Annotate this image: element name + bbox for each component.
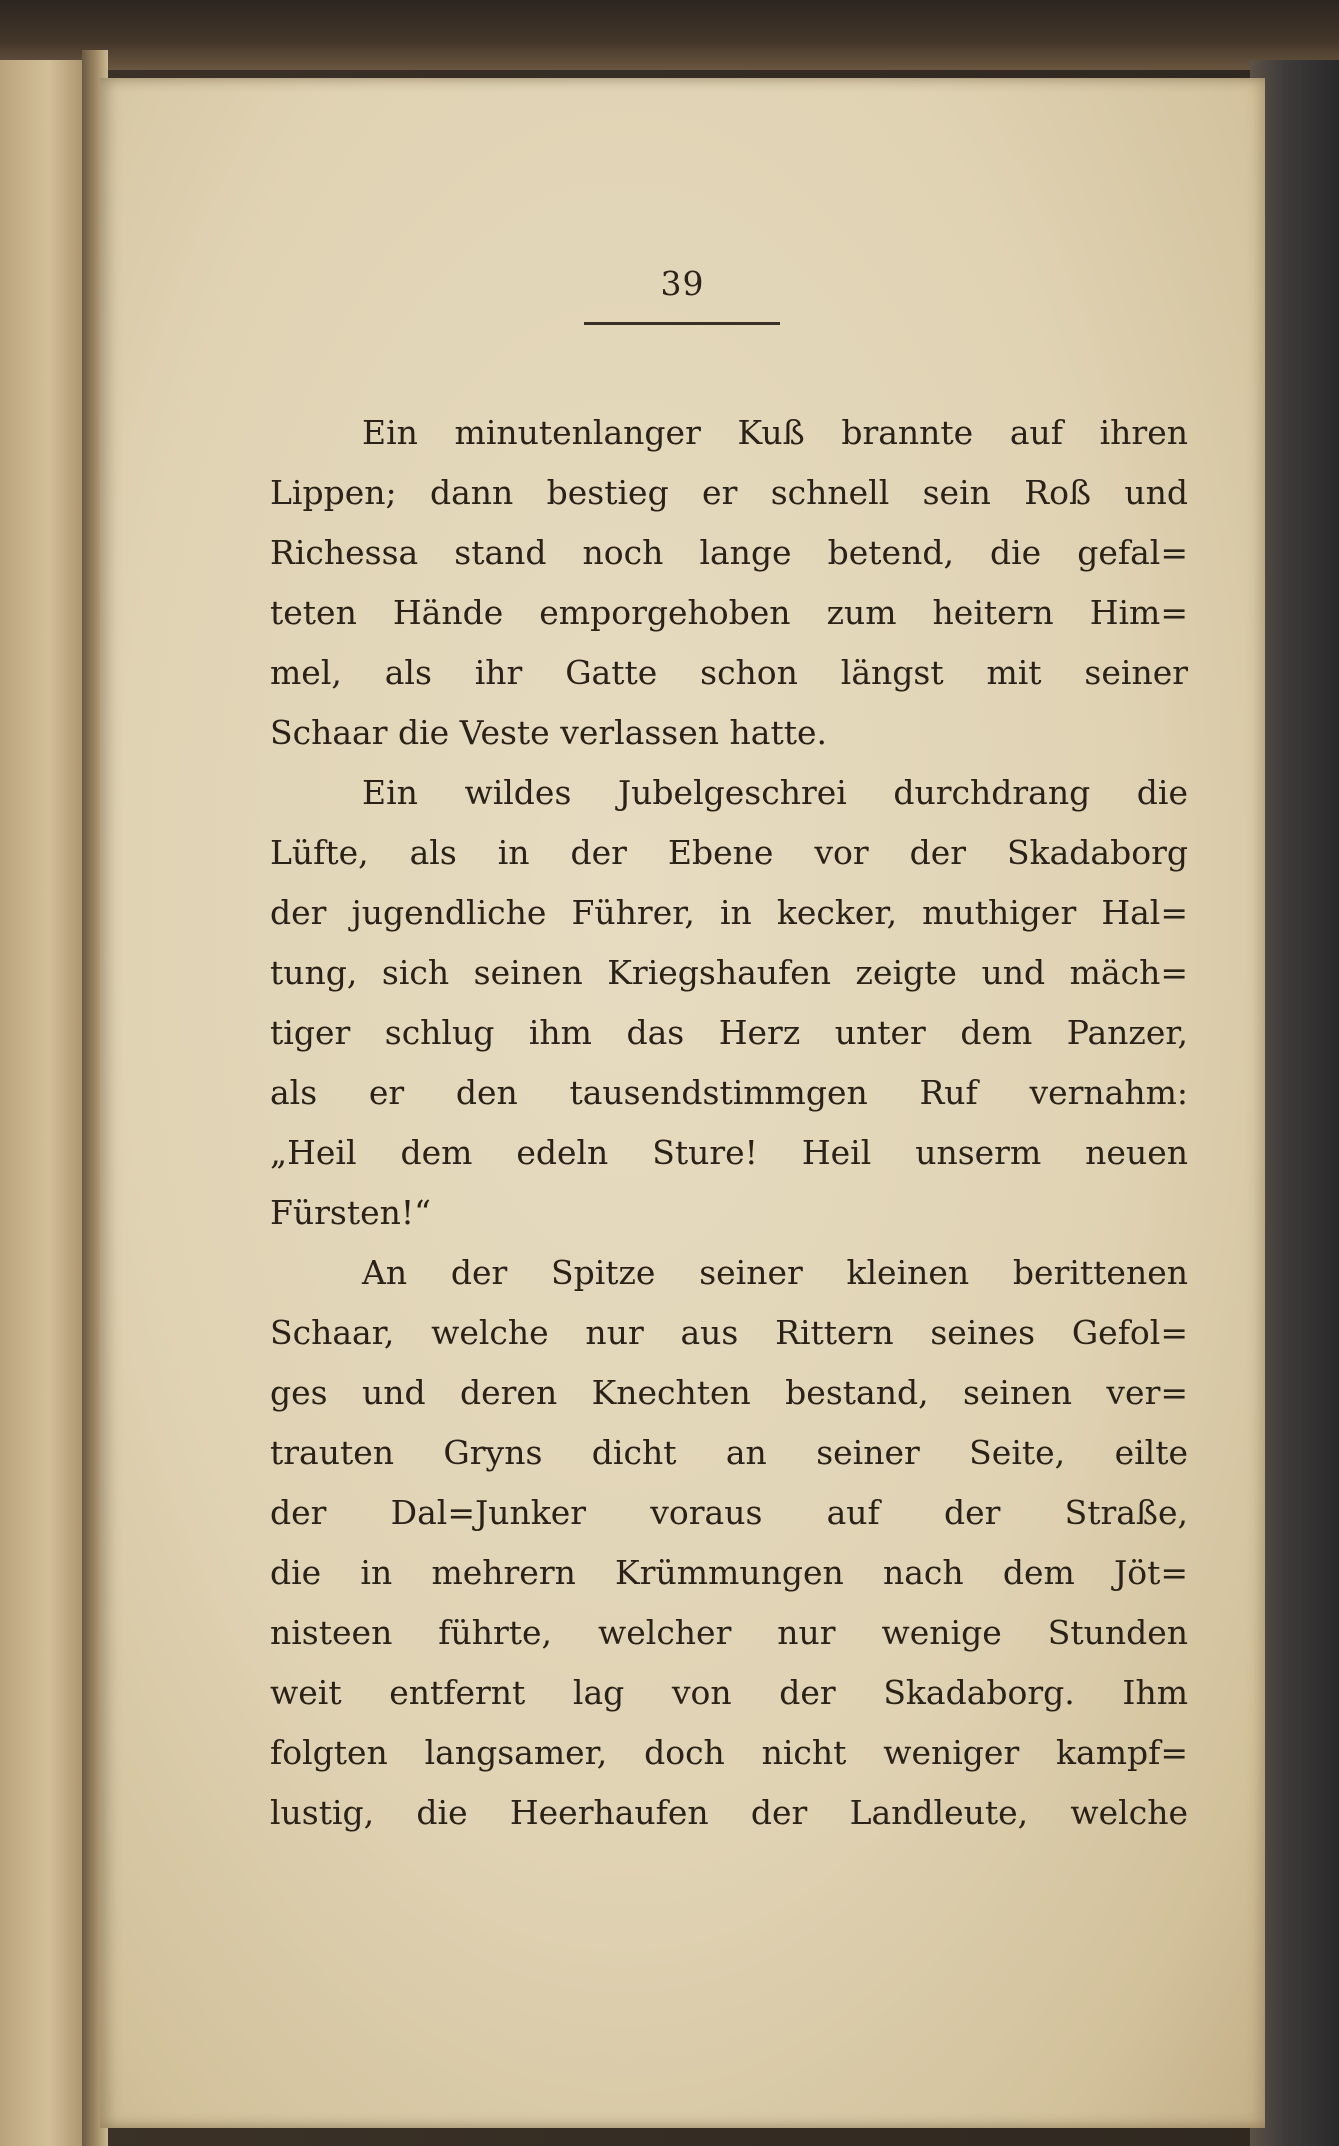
header-rule — [584, 322, 780, 325]
text-line: mel, als ihr Gatte schon längst mit seiner — [270, 653, 1188, 692]
text-line: Lippen; dann bestieg er schnell sein Roß und — [270, 473, 1188, 512]
text-line: weit entfernt lag von der Skadaborg. Ihm — [270, 1673, 1188, 1712]
book-page — [100, 78, 1265, 2128]
text-line: Ein wildes Jubelgeschrei durchdrang die — [362, 773, 1188, 812]
facing-page-edge — [0, 60, 88, 2146]
page-number: 39 — [660, 264, 705, 303]
text-line: ges und deren Knechten bestand, seinen ver= — [270, 1373, 1188, 1412]
text-line: als er den tausendstimmgen Ruf vernahm: — [270, 1073, 1188, 1112]
text-line: tung, sich seinen Kriegshaufen zeigte und mäch= — [270, 953, 1188, 992]
text-line: Lüfte, als in der Ebene vor der Skadaborg — [270, 833, 1188, 872]
text-line: Ein minutenlanger Kuß brannte auf ihren — [362, 413, 1188, 452]
text-line: An der Spitze seiner kleinen berittenen — [362, 1253, 1188, 1292]
text-line: folgten langsamer, doch nicht weniger kampf= — [270, 1733, 1188, 1772]
text-line: Schaar die Veste verlassen hatte. — [270, 713, 827, 752]
text-line: Schaar, welche nur aus Rittern seines Gefol= — [270, 1313, 1188, 1352]
text-line: nisteen führte, welcher nur wenige Stunden — [270, 1613, 1188, 1652]
text-line: lustig, die Heerhaufen der Landleute, welche — [270, 1793, 1188, 1832]
text-line: der jugendliche Führer, in kecker, muthiger Hal= — [270, 893, 1188, 932]
text-line: teten Hände emporgehoben zum heitern Him= — [270, 593, 1188, 632]
text-line: Richessa stand noch lange betend, die gefal= — [270, 533, 1188, 572]
text-line: Fürsten!“ — [270, 1193, 432, 1232]
text-line: tiger schlug ihm das Herz unter dem Panzer, — [270, 1013, 1188, 1052]
book-cover-top-edge — [0, 0, 1339, 70]
text-line: der Dal=Junker voraus auf der Straße, — [270, 1493, 1188, 1532]
text-line: die in mehrern Krümmungen nach dem Jöt= — [270, 1553, 1188, 1592]
body-text — [270, 403, 1188, 1843]
text-line: trauten Gryns dicht an seiner Seite, eilte — [270, 1433, 1188, 1472]
text-line: „Heil dem edeln Sture! Heil unserm neuen — [270, 1133, 1188, 1172]
